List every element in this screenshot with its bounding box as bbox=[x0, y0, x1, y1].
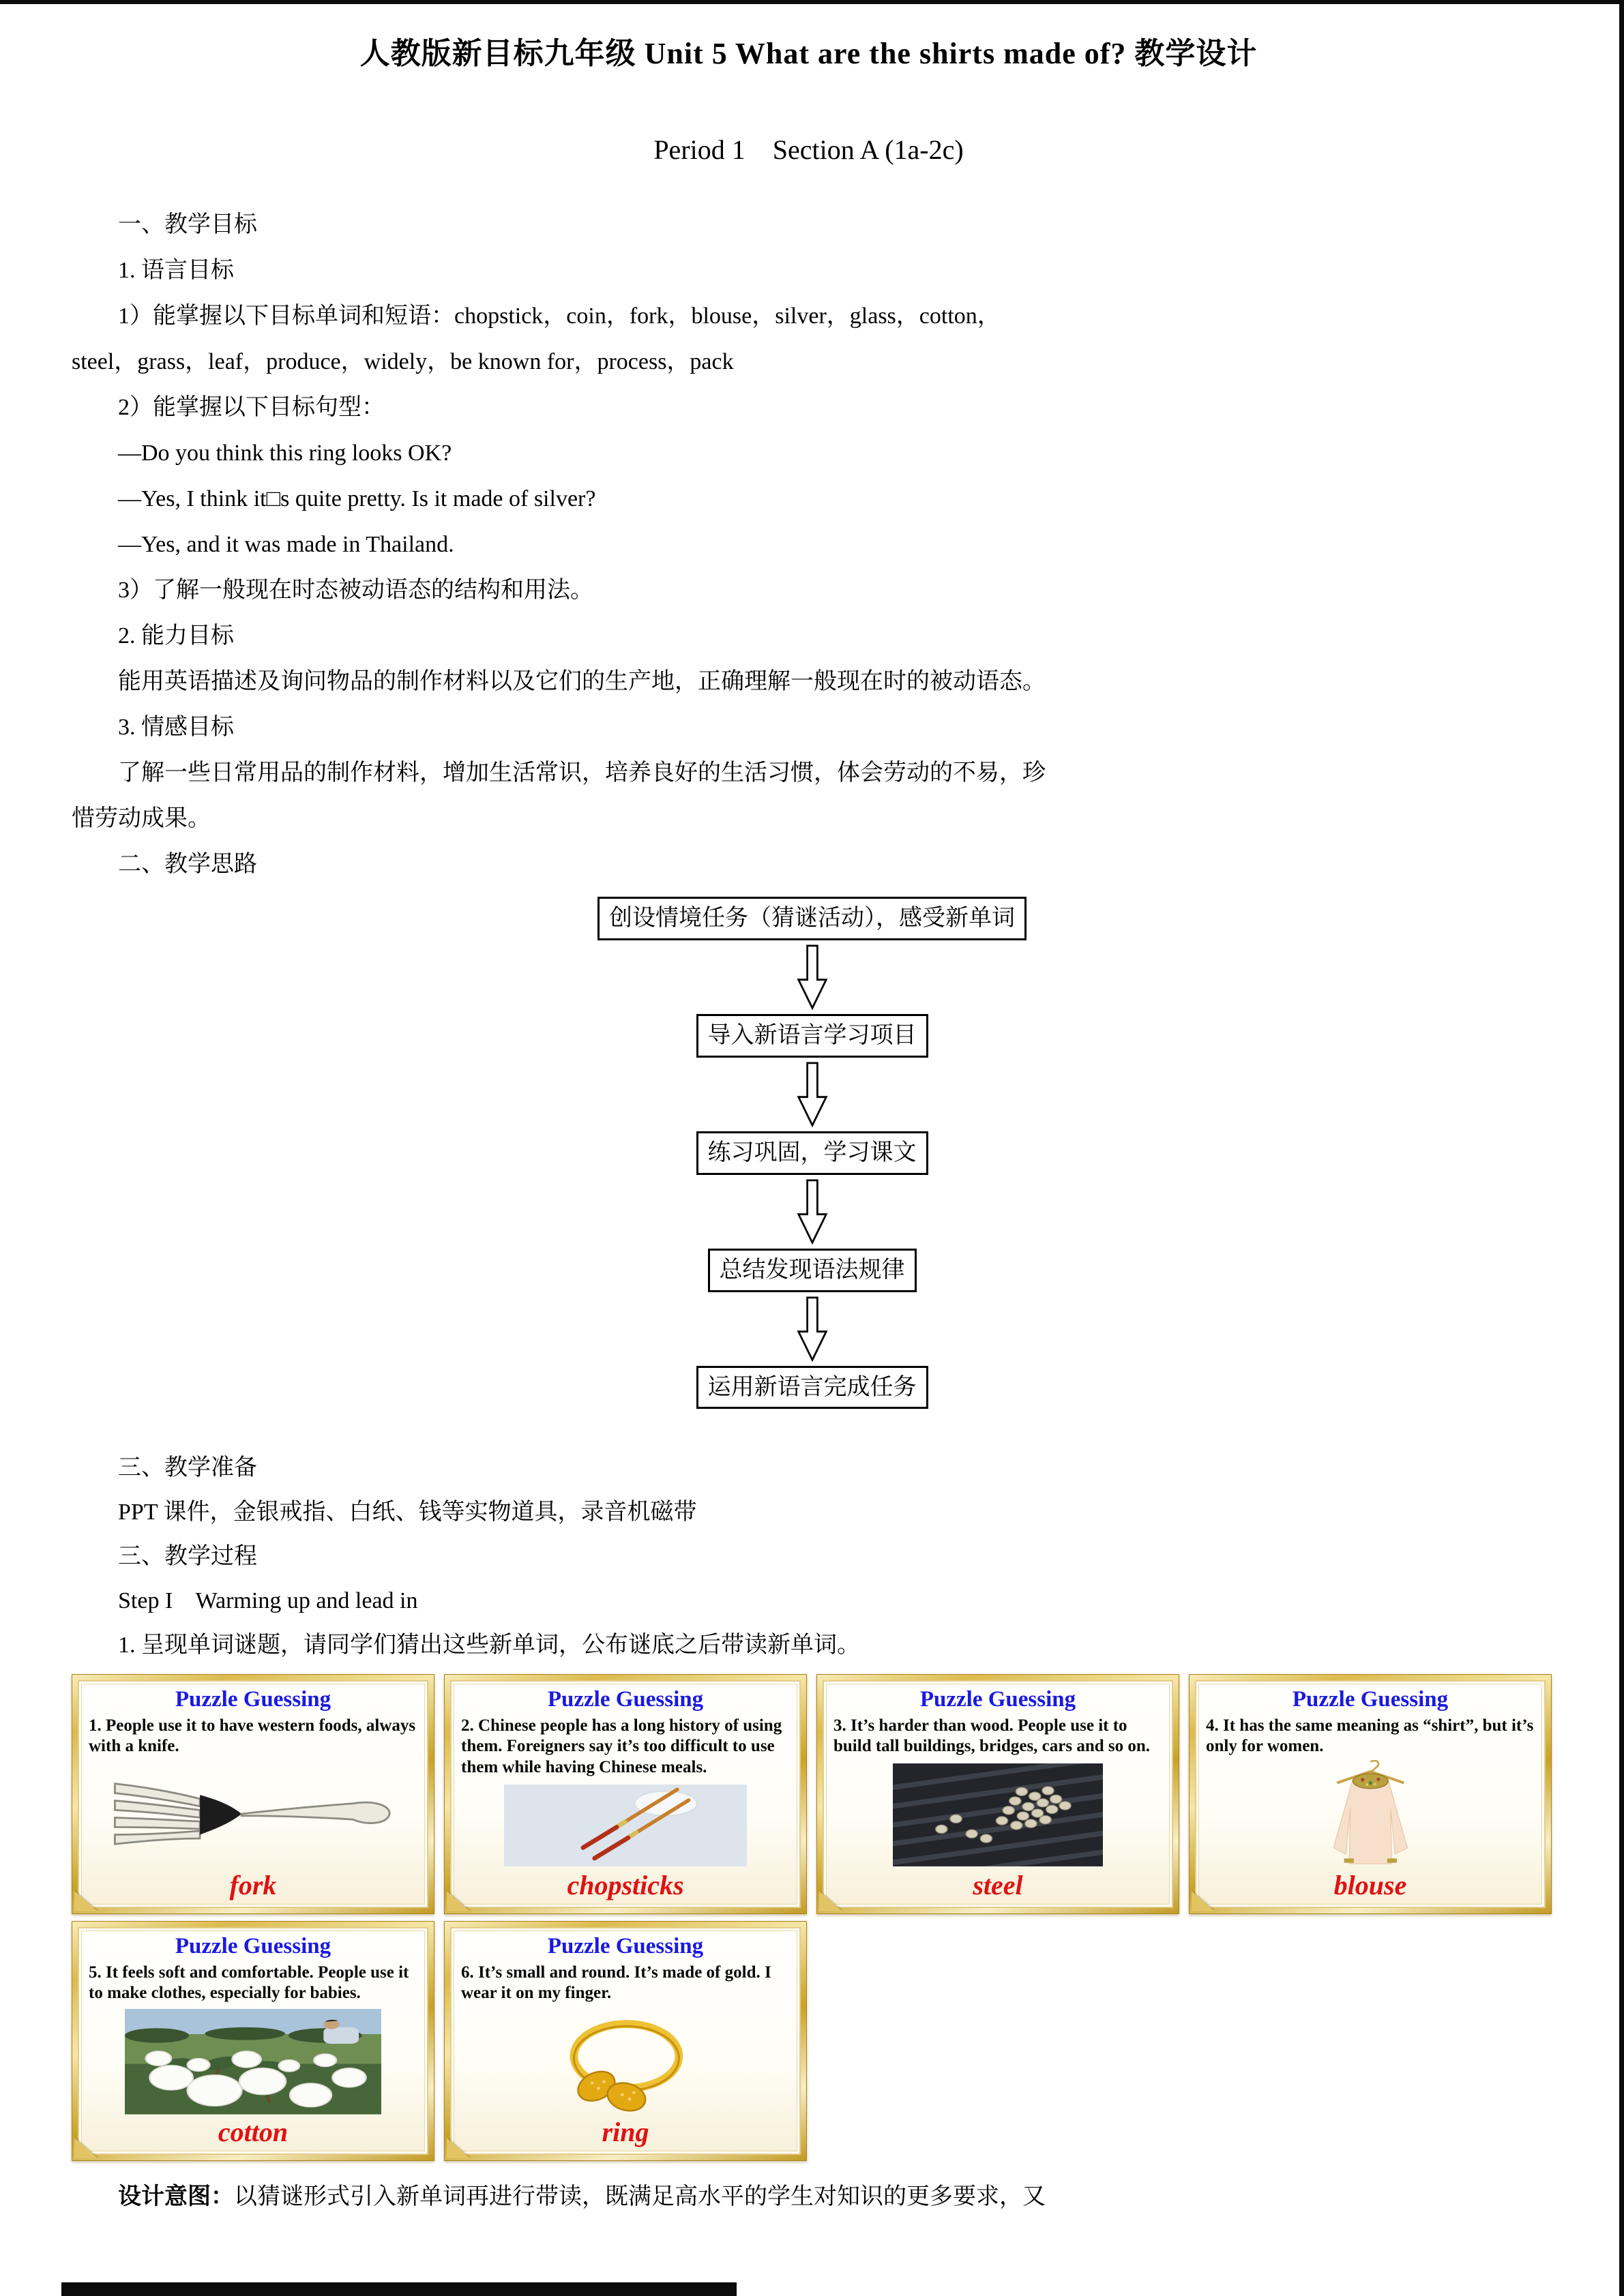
arrow-down-icon bbox=[793, 944, 831, 1010]
ring-image bbox=[461, 2007, 790, 2117]
puzzle-card-fork bbox=[72, 1674, 434, 1914]
bottom-border-bar bbox=[61, 2282, 737, 2296]
grammar-goal-line: 3）了解一般现在时态被动语态的结构和用法。 bbox=[118, 578, 593, 603]
card-clue: 3. It’s harder than wood. People use it to build tall buildings, bridges, cars and so on. bbox=[833, 1716, 1151, 1756]
puzzle-card-steel bbox=[816, 1674, 1179, 1914]
blouse-image bbox=[1206, 1760, 1535, 1870]
patterns-heading: 2）能掌握以下目标句型： bbox=[118, 395, 385, 420]
card-title: Puzzle Guessing bbox=[547, 1934, 704, 1958]
arrow-down-icon bbox=[793, 1062, 831, 1127]
puzzle-card-ring bbox=[444, 1921, 807, 2161]
card-answer: cotton bbox=[218, 2117, 289, 2147]
step1-heading: Step I Warming up and lead in bbox=[118, 1588, 418, 1613]
emotion-goal-heading: 3. 情感目标 bbox=[118, 715, 234, 740]
card-answer: ring bbox=[602, 2117, 649, 2147]
puzzle-card-chopsticks bbox=[444, 1674, 807, 1914]
design-intent-line bbox=[72, 2179, 1548, 2214]
design-intent-text: 以猜谜形式引入新单词再进行带读，既满足高水平的学生对知识的更多要求，又 bbox=[234, 2184, 1046, 2209]
card-title: Puzzle Guessing bbox=[1292, 1687, 1449, 1712]
process-heading: 三、教学过程 bbox=[118, 1544, 257, 1569]
chopsticks-image bbox=[461, 1780, 790, 1870]
dialog-line-2: —Yes, I think it□s quite pretty. Is it made of silver? bbox=[118, 486, 596, 511]
target-words-line-1: 1）能掌握以下目标单词和短语：chopstick，coin，fork，blouse，silver，glass，cotton， bbox=[118, 303, 1001, 329]
card-answer: steel bbox=[973, 1870, 1023, 1900]
puzzle-card-cotton bbox=[72, 1921, 434, 2161]
dialog-line-3: —Yes, and it was made in Thailand. bbox=[118, 532, 454, 557]
ability-goal-text: 能用英语描述及询问物品的制作材料以及它们的生产地，正确理解一般现在时的被动语态。 bbox=[118, 669, 1046, 694]
language-goal-heading: 1. 语言目标 bbox=[118, 258, 234, 283]
puzzle-card-blouse bbox=[1189, 1674, 1552, 1914]
card-clue: 4. It has the same meaning as “shirt”, but it’s only for women. bbox=[1206, 1716, 1534, 1756]
teaching-flowchart bbox=[0, 897, 1624, 1409]
card-title: Puzzle Guessing bbox=[919, 1687, 1076, 1712]
page-title: 人教版新目标九年级 Unit 5 What are the shirts made of? 教学设计 bbox=[359, 37, 1258, 70]
flowchart-step-2: 导入新语言学习项目 bbox=[696, 1014, 928, 1058]
teaching-goals-section bbox=[72, 202, 1548, 887]
prep-text: PPT 课件，金银戒指、白纸、钱等实物道具，录音机磁带 bbox=[118, 1500, 697, 1525]
prep-heading: 三、教学准备 bbox=[118, 1455, 257, 1480]
card-answer: fork bbox=[229, 1870, 277, 1900]
emotion-goal-line-1: 了解一些日常用品的制作材料，增加生活常识，培养良好的生活习惯，体会劳动的不易，珍 bbox=[118, 760, 1046, 786]
card-clue: 5. It feels soft and comfortable. People use it to make clothes, especially for babies. bbox=[89, 1963, 409, 2003]
teaching-process-section bbox=[72, 1446, 1548, 1667]
puzzle-cards-row-1 bbox=[72, 1674, 1552, 1914]
right-border-bar bbox=[1619, 0, 1624, 2296]
flowchart-step-1: 创设情境任务（猜谜活动），感受新单词 bbox=[597, 897, 1027, 940]
ability-goal-heading: 2. 能力目标 bbox=[118, 623, 234, 648]
puzzle-cards-row-2 bbox=[72, 1921, 1552, 2161]
card-answer: blouse bbox=[1333, 1870, 1407, 1900]
card-clue: 6. It’s small and round. It’s made of gold. I wear it on my finger. bbox=[461, 1963, 771, 2003]
flowchart-step-5: 运用新语言完成任务 bbox=[696, 1366, 928, 1410]
goals-heading: 一、教学目标 bbox=[118, 212, 257, 237]
step1-text: 1. 呈现单词谜题，请同学们猜出这些新单词，公布谜底之后带读新单词。 bbox=[118, 1632, 860, 1658]
page-subtitle: Period 1 Section A (1a-2c) bbox=[653, 134, 964, 165]
card-clue: 1. People use it to have western foods, always with a knife. bbox=[89, 1716, 416, 1756]
design-intent-label: 设计意图： bbox=[118, 2184, 234, 2209]
top-border-bar bbox=[0, 0, 1624, 4]
card-clue: 2. Chinese people has a long history of using them. Foreigners say it’s too difficult to use them while having Chinese meals. bbox=[461, 1716, 782, 1776]
arrow-down-icon bbox=[793, 1296, 831, 1362]
flowchart-step-3: 练习巩固，学习课文 bbox=[696, 1131, 928, 1175]
card-answer: chopsticks bbox=[567, 1870, 684, 1900]
steel-image bbox=[833, 1760, 1162, 1870]
card-title: Puzzle Guessing bbox=[547, 1687, 704, 1712]
card-title: Puzzle Guessing bbox=[175, 1934, 331, 1958]
arrow-down-icon bbox=[793, 1179, 831, 1244]
emotion-goal-line-2: 惜劳动成果。 bbox=[72, 806, 211, 831]
dialog-line-1: —Do you think this ring looks OK? bbox=[118, 441, 452, 466]
flowchart-step-4: 总结发现语法规律 bbox=[708, 1249, 917, 1292]
card-title: Puzzle Guessing bbox=[175, 1687, 331, 1712]
approach-heading: 二、教学思路 bbox=[118, 852, 257, 877]
fork-image bbox=[89, 1760, 417, 1870]
cotton-image bbox=[89, 2007, 417, 2117]
target-words-line-2: steel，grass，leaf，produce，widely，be known for，process，pack bbox=[72, 349, 734, 374]
